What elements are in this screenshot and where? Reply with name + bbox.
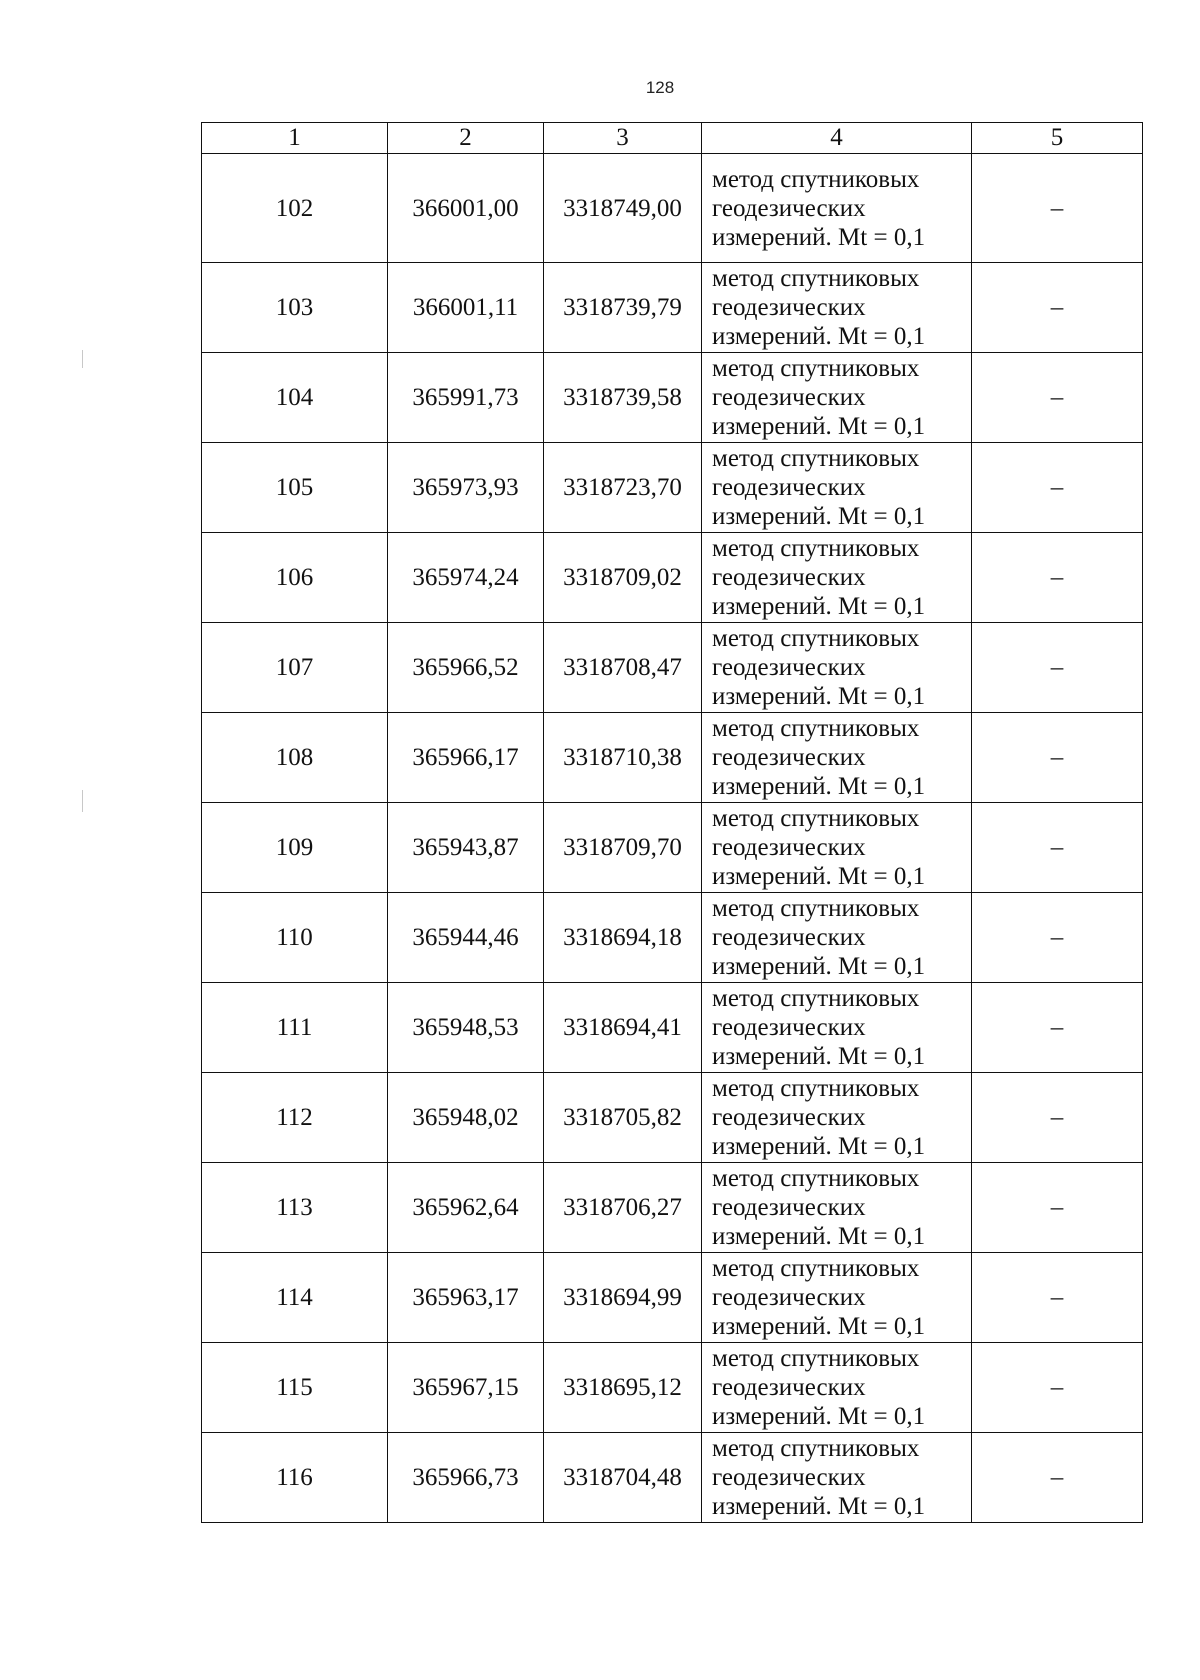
method-cell	[702, 154, 972, 263]
table-body	[202, 154, 1143, 1523]
note-cell: –	[972, 1343, 1143, 1433]
note-cell: –	[972, 1253, 1143, 1343]
method-line: метод спутниковых	[712, 535, 920, 562]
method-line: геодезических	[712, 194, 866, 222]
table-row	[202, 1163, 1143, 1253]
point-number-cell: 110	[202, 893, 388, 983]
x-coordinate-cell: 365966,17	[388, 713, 544, 803]
note-cell: –	[972, 533, 1143, 623]
y-coordinate-cell: 3318706,27	[544, 1163, 702, 1253]
method-line: измерений. Mt = 0,1	[712, 503, 926, 530]
x-coordinate-cell: 365962,64	[388, 1163, 544, 1253]
x-coordinate-cell: 365943,87	[388, 803, 544, 893]
header-cell-1: 1	[202, 123, 388, 154]
method-line: измерений. Mt = 0,1	[712, 773, 926, 800]
point-number-cell: 114	[202, 1253, 388, 1343]
y-coordinate-cell: 3318694,18	[544, 893, 702, 983]
note-cell: –	[972, 154, 1143, 263]
y-coordinate-cell: 3318739,79	[544, 263, 702, 353]
method-line: измерений. Mt = 0,1	[712, 1403, 926, 1430]
point-number-cell: 108	[202, 713, 388, 803]
note-cell: –	[972, 1163, 1143, 1253]
note-cell: –	[972, 713, 1143, 803]
method-line: геодезических	[712, 654, 866, 681]
point-number-cell: 104	[202, 353, 388, 443]
point-number-cell: 115	[202, 1343, 388, 1433]
method-line: геодезических	[712, 924, 866, 951]
point-number-cell: 116	[202, 1433, 388, 1523]
x-coordinate-cell: 365991,73	[388, 353, 544, 443]
y-coordinate-cell: 3318749,00	[544, 154, 702, 263]
table-row	[202, 263, 1143, 353]
method-line: измерений. Mt = 0,1	[712, 1043, 926, 1070]
method-line: измерений. Mt = 0,1	[712, 413, 926, 440]
method-line: измерений. Mt = 0,1	[712, 1223, 926, 1250]
method-cell	[702, 353, 972, 443]
y-coordinate-cell: 3318709,02	[544, 533, 702, 623]
method-line: метод спутниковых	[712, 355, 920, 382]
x-coordinate-cell: 365966,73	[388, 1433, 544, 1523]
table-row	[202, 623, 1143, 713]
x-coordinate-cell: 365967,15	[388, 1343, 544, 1433]
coordinates-table	[201, 122, 1143, 1523]
method-line: геодезических	[712, 1014, 866, 1041]
header-cell-3: 3	[544, 123, 702, 154]
table-row	[202, 983, 1143, 1073]
point-number-cell: 112	[202, 1073, 388, 1163]
method-cell	[702, 263, 972, 353]
method-line: измерений. Mt = 0,1	[712, 1493, 926, 1520]
method-line: геодезических	[712, 1104, 866, 1131]
method-line: геодезических	[712, 744, 866, 771]
method-line: метод спутниковых	[712, 895, 920, 922]
method-line: геодезических	[712, 1374, 866, 1401]
table-row	[202, 1433, 1143, 1523]
table-row	[202, 1343, 1143, 1433]
table-row	[202, 154, 1143, 263]
y-coordinate-cell: 3318694,41	[544, 983, 702, 1073]
method-line: метод спутниковых	[712, 165, 920, 193]
header-cell-2: 2	[388, 123, 544, 154]
x-coordinate-cell: 365948,53	[388, 983, 544, 1073]
header-cell-4: 4	[702, 123, 972, 154]
method-line: измерений. Mt = 0,1	[712, 953, 926, 980]
method-line: измерений. Mt = 0,1	[712, 683, 926, 710]
note-cell: –	[972, 263, 1143, 353]
scan-artifact-line	[82, 790, 83, 812]
note-cell: –	[972, 893, 1143, 983]
x-coordinate-cell: 365963,17	[388, 1253, 544, 1343]
y-coordinate-cell: 3318695,12	[544, 1343, 702, 1433]
method-cell	[702, 1343, 972, 1433]
point-number-cell: 109	[202, 803, 388, 893]
x-coordinate-cell: 365944,46	[388, 893, 544, 983]
note-cell: –	[972, 983, 1143, 1073]
note-cell: –	[972, 803, 1143, 893]
x-coordinate-cell: 366001,00	[388, 154, 544, 263]
y-coordinate-cell: 3318694,99	[544, 1253, 702, 1343]
table-row	[202, 1253, 1143, 1343]
method-line: измерений. Mt = 0,1	[712, 593, 926, 620]
x-coordinate-cell: 365948,02	[388, 1073, 544, 1163]
coordinates-table-container	[201, 122, 1142, 1523]
method-line: метод спутниковых	[712, 805, 920, 832]
method-cell	[702, 443, 972, 533]
table-row	[202, 803, 1143, 893]
note-cell: –	[972, 1073, 1143, 1163]
point-number-cell: 106	[202, 533, 388, 623]
header-cell-5: 5	[972, 123, 1143, 154]
method-line: геодезических	[712, 1464, 866, 1491]
method-line: метод спутниковых	[712, 265, 920, 292]
method-cell	[702, 1073, 972, 1163]
method-line: геодезических	[712, 474, 866, 501]
point-number-cell: 105	[202, 443, 388, 533]
method-line: измерений. Mt = 0,1	[712, 223, 926, 251]
y-coordinate-cell: 3318705,82	[544, 1073, 702, 1163]
method-cell	[702, 1253, 972, 1343]
y-coordinate-cell: 3318708,47	[544, 623, 702, 713]
note-cell: –	[972, 623, 1143, 713]
x-coordinate-cell: 365974,24	[388, 533, 544, 623]
method-line: геодезических	[712, 834, 866, 861]
point-number-cell: 107	[202, 623, 388, 713]
header-row	[202, 123, 1143, 154]
method-cell	[702, 713, 972, 803]
method-line: измерений. Mt = 0,1	[712, 323, 926, 350]
y-coordinate-cell: 3318723,70	[544, 443, 702, 533]
table-row	[202, 893, 1143, 983]
x-coordinate-cell: 365973,93	[388, 443, 544, 533]
x-coordinate-cell: 365966,52	[388, 623, 544, 713]
table-row	[202, 533, 1143, 623]
method-line: метод спутниковых	[712, 1165, 920, 1192]
y-coordinate-cell: 3318739,58	[544, 353, 702, 443]
scan-artifact-line	[82, 350, 83, 368]
method-cell	[702, 1433, 972, 1523]
method-line: геодезических	[712, 1194, 866, 1221]
table-row	[202, 713, 1143, 803]
method-line: метод спутниковых	[712, 1075, 920, 1102]
method-cell	[702, 623, 972, 713]
method-line: геодезических	[712, 564, 866, 591]
method-line: метод спутниковых	[712, 1435, 920, 1462]
table-row	[202, 1073, 1143, 1163]
point-number-cell: 111	[202, 983, 388, 1073]
note-cell: –	[972, 443, 1143, 533]
method-cell	[702, 1163, 972, 1253]
point-number-cell: 102	[202, 154, 388, 263]
x-coordinate-cell: 366001,11	[388, 263, 544, 353]
method-line: геодезических	[712, 384, 866, 411]
method-cell	[702, 533, 972, 623]
note-cell: –	[972, 353, 1143, 443]
table-row	[202, 443, 1143, 533]
note-cell: –	[972, 1433, 1143, 1523]
method-line: измерений. Mt = 0,1	[712, 1133, 926, 1160]
method-line: измерений. Mt = 0,1	[712, 863, 926, 890]
y-coordinate-cell: 3318704,48	[544, 1433, 702, 1523]
method-line: геодезических	[712, 294, 866, 321]
method-cell	[702, 803, 972, 893]
page-number: 128	[645, 78, 675, 97]
point-number-cell: 113	[202, 1163, 388, 1253]
table-header	[202, 123, 1143, 154]
method-line: геодезических	[712, 1284, 866, 1311]
method-line: измерений. Mt = 0,1	[712, 1313, 926, 1340]
method-line: метод спутниковых	[712, 715, 920, 742]
method-cell	[702, 983, 972, 1073]
method-line: метод спутниковых	[712, 985, 920, 1012]
method-line: метод спутниковых	[712, 625, 920, 652]
method-line: метод спутниковых	[712, 1345, 920, 1372]
y-coordinate-cell: 3318709,70	[544, 803, 702, 893]
point-number-cell: 103	[202, 263, 388, 353]
method-line: метод спутниковых	[712, 1255, 920, 1282]
y-coordinate-cell: 3318710,38	[544, 713, 702, 803]
method-line: метод спутниковых	[712, 445, 920, 472]
method-cell	[702, 893, 972, 983]
table-row	[202, 353, 1143, 443]
